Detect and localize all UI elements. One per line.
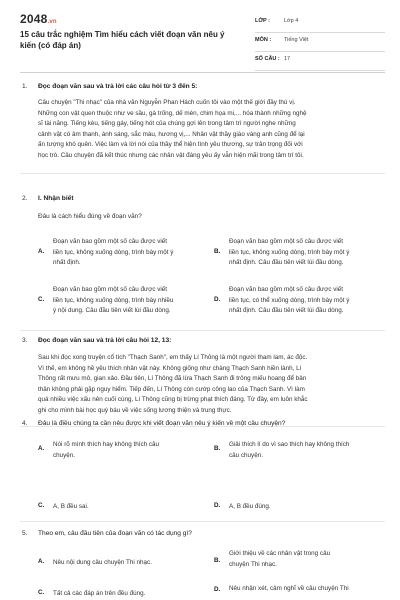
passage-line: Sau khi đọc xong truyện cổ tích "Thạch Sanh", em thấy Lí Thông là một người tham lam, ác độc. bbox=[38, 354, 308, 361]
option-text bbox=[53, 589, 145, 600]
option-label: C. bbox=[38, 295, 45, 303]
option-line: câu chuyện. bbox=[229, 451, 263, 459]
section-divider bbox=[20, 521, 385, 522]
meta-subject-value: Tiếng Việt bbox=[284, 37, 309, 43]
option-label: B. bbox=[214, 557, 221, 564]
question-heading: Theo em, câu đầu tiên của đoạn văn có tác dụng gì? bbox=[38, 530, 192, 537]
header-divider bbox=[20, 72, 385, 73]
option-line: Nêu nội dung câu chuyện Thi nhạc. bbox=[53, 559, 152, 566]
option-line: liền tục, không xuống dòng, trình bày một ý bbox=[53, 248, 174, 256]
option-line: Tất cả các đáp án trên đều đúng. bbox=[53, 590, 146, 597]
passage-line: Thông rất mưu mô, gian xảo. Đầu tiên, Lí Thông đã lừa Thạch Sanh đi trông miếu hoang để bản bbox=[38, 375, 307, 383]
passage-line: Vì thế, em không hề yêu thích nhân vật này. Không giống như chàng Thạch Sanh hiền lành, Lí bbox=[38, 364, 302, 372]
option-text bbox=[53, 440, 159, 461]
option-text bbox=[229, 584, 349, 595]
option-label: C. bbox=[38, 502, 45, 509]
question-number: 1. bbox=[22, 83, 28, 90]
logo-main: 2048 bbox=[20, 12, 48, 26]
option-line: A, B đều sai. bbox=[53, 503, 89, 510]
option-line: liền tục, có thể xuống dòng, trình bày một ý bbox=[229, 296, 350, 304]
section-divider bbox=[20, 173, 385, 174]
passage-line: học trò. Câu chuyện đã kết thúc nhưng các nhân vật đáng yêu ấy vẫn hiện mãi trong tâm trí tôi. bbox=[38, 151, 304, 159]
option-line: nhất định. Câu đầu tiên viết lùi đầu dòng. bbox=[229, 259, 344, 267]
option-text bbox=[53, 502, 89, 513]
option-label: D. bbox=[214, 502, 221, 509]
question-number: 5. bbox=[22, 530, 28, 537]
passage-line: ghi cho mình bài học quý báu về việc sống lương thiện và trung thực. bbox=[38, 406, 232, 414]
option-line: Giới thiệu về các nhân vật trong câu bbox=[229, 550, 331, 557]
passage-line: Những con vật quen thuộc như ve sầu, gà trống, dế mèn, chim họa mi,... hóa thành những nghệ bbox=[38, 109, 307, 117]
option-text bbox=[53, 285, 173, 317]
option-line: Nói rõ mình thích hay không thích câu bbox=[53, 441, 160, 448]
option-label: D. bbox=[214, 586, 221, 593]
meta-class-row bbox=[255, 14, 385, 33]
option-text bbox=[53, 237, 173, 269]
question-heading: Đâu là điều chúng ta cần nêu được khi viết đoạn văn nêu ý kiến về một câu chuyện? bbox=[38, 420, 286, 427]
document-title: 15 câu trắc nghiệm Tìm hiểu cách viết đoạn văn nêu ý kiến (có đáp án) bbox=[20, 30, 225, 50]
option-line: Đoạn văn bao gồm một số câu được viết bbox=[229, 286, 344, 293]
passage-line: ấn tượng khó quên. Việc làm và lời nói của thầy thể hiện tình yêu thương, sự trân trọng đối với bbox=[38, 141, 303, 149]
passage-line: Câu chuyện "Thi nhạc" của nhà văn Nguyễn Phan Hách cuốn tôi vào một thế giới đầy thú vị. bbox=[38, 99, 296, 106]
option-label: D. bbox=[214, 295, 221, 303]
option-text bbox=[229, 440, 349, 461]
option-text bbox=[229, 549, 330, 570]
option-text bbox=[53, 558, 152, 569]
meta-subject-label: MÔN : bbox=[255, 37, 272, 43]
question-number: 2. bbox=[22, 195, 28, 202]
question-number: 4. bbox=[22, 420, 28, 427]
meta-count-row bbox=[255, 52, 385, 71]
question-heading: I. Nhận biết bbox=[38, 195, 74, 202]
option-line: ý nội dung. Câu đầu tiên viết lùi đầu dòng. bbox=[53, 307, 171, 315]
option-label: A. bbox=[38, 445, 45, 452]
option-line: chuyện. bbox=[53, 451, 76, 459]
option-line: Giải thích lí do vì sao thích hay không thích bbox=[229, 441, 350, 448]
meta-class-label: LỚP : bbox=[255, 18, 270, 24]
site-logo[interactable] bbox=[20, 12, 57, 26]
option-label: C. bbox=[38, 589, 45, 596]
option-line: nhất định. Câu đầu tiên viết lùi đầu dòng. bbox=[229, 307, 344, 315]
option-line: Đoạn văn bao gồm một số câu được viết bbox=[53, 286, 168, 293]
option-label: A. bbox=[38, 558, 45, 565]
meta-class-value: Lớp 4 bbox=[284, 18, 299, 24]
option-line: Nêu nhận xét, cảm nghĩ về câu chuyện Thi bbox=[229, 585, 349, 592]
option-label: B. bbox=[214, 247, 221, 255]
option-line: Đoạn văn bao gồm một số câu được viết bbox=[229, 238, 344, 245]
option-line: liền tục, không xuống dòng, trình bày một ý bbox=[229, 248, 350, 256]
option-line: Đoạn văn bao gồm một số câu được viết bbox=[53, 238, 168, 245]
question-heading: Đọc đoạn văn sau và trả lời câu hỏi 12, 13: bbox=[38, 337, 172, 344]
meta-info bbox=[255, 14, 385, 71]
option-line: nhất định. bbox=[53, 259, 81, 267]
meta-count-value: 17 bbox=[284, 56, 291, 62]
passage-line: cảnh vật có âm thanh, ánh sáng, sắc màu, hương vị,... Nhân vật thầy giáo vàng anh cũng để lại bbox=[38, 130, 305, 138]
logo-suffix: .vn bbox=[47, 19, 57, 25]
option-line: chuyện Thi nhạc. bbox=[229, 560, 277, 568]
option-text bbox=[229, 285, 349, 317]
reading-passage-1 bbox=[38, 98, 383, 162]
option-line: A, B đều đúng. bbox=[229, 503, 271, 510]
option-label: B. bbox=[214, 445, 221, 452]
option-label: A. bbox=[38, 247, 45, 255]
passage-line: thân không phải gặp nguy hiểm. Tiếp đến, Lí Thông còn cướp công lao của Thạch Sanh. Vì làm bbox=[38, 385, 305, 393]
option-text bbox=[229, 502, 271, 513]
question-number: 3. bbox=[22, 337, 28, 344]
passage-line: sĩ tài năng. Tiếng kèu, tiếng gáy, tiếng hót của chúng gợi lên trong tâm trí người nghe những bbox=[38, 120, 296, 128]
option-line: liền tục, không xuống dòng, trình bày nhiều bbox=[53, 296, 174, 304]
meta-count-label: SỐ CÂU : bbox=[255, 56, 280, 62]
meta-subject-row bbox=[255, 33, 385, 52]
passage-line: quá nhiều việc xấu nên cuối cùng, Lí Thông cũng bị trừng phạt thích đáng. Từ đây, em luôn khắc bbox=[38, 396, 308, 404]
option-text bbox=[229, 237, 349, 269]
section-divider bbox=[20, 330, 385, 331]
question-heading: Đọc đoạn văn sau và trả lời các câu hỏi từ 3 đến 5: bbox=[38, 83, 198, 90]
reading-passage-2 bbox=[38, 353, 383, 417]
question-text: Đâu là cách hiểu đúng về đoạn văn? bbox=[38, 213, 142, 220]
